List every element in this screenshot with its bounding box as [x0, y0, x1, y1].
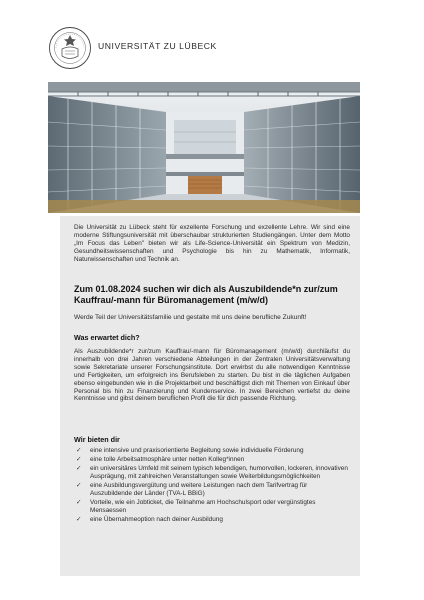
university-seal-icon — [48, 26, 92, 70]
list-item-text: Vorteile, wie ein Jobticket, die Teilnahme am Hochschulsport oder vergünstigtes Mensaessen — [90, 498, 316, 514]
checkmark-icon: ✓ — [76, 465, 82, 472]
intro-text: Die Universität zu Lübeck steht für exzellente Forschung und exzellente Lehre. Wir sind eine moderne Stiftungsuniversität mit überschaubar strukturierten Studiengängen. Unter dem Motto „Im Focus das Leben" bieten wir als Life-Science-Universität ein Spektrum von Medizin, Gesundheitswissenschaften und Psychologie bis hin zu Mathematik, Informatik, Naturwissenschaften und Technik an. — [74, 224, 350, 263]
list-item-text: eine Ausbildungsvergütung und weitere Leistungen nach dem Tarifvertrag für Auszubildende der Länder (TVA-L BBiG) — [90, 481, 308, 497]
list-item-text: ein universitäres Umfeld mit seinem typisch lebendigen, humorvollen, lockeren, innovativen Ausprägung, mit zahlreichen Veranstaltungen sowie Weiterbildungsmöglichkeiten — [90, 465, 348, 480]
checkmark-icon: ✓ — [76, 498, 82, 506]
list-item-text: eine intensive und praxisorientierte Begleitung sowie individuelle Förderung — [90, 447, 304, 454]
checkmark-icon: ✓ — [76, 481, 82, 489]
list-item — [74, 447, 350, 455]
checkmark-icon: ✓ — [76, 515, 82, 523]
subline-text: Werde Teil der Universitätsfamilie und gestalte mit uns deine berufliche Zukunft! — [74, 314, 307, 321]
offer-list — [74, 447, 350, 525]
list-item — [74, 499, 350, 515]
list-item-text: eine Übernahmeoption nach deiner Ausbildung — [90, 515, 223, 523]
list-item — [74, 465, 350, 481]
list-item — [74, 516, 350, 524]
section-heading-offer: Wir bieten dir — [74, 435, 120, 444]
checkmark-icon: ✓ — [76, 456, 82, 463]
header — [48, 26, 388, 74]
job-headline: Zum 01.08.2024 suchen wir dich als Auszubildende*n zur/zum Kauffrau/-mann für Büromanagement (m/w/d) — [74, 284, 338, 305]
list-item — [74, 456, 350, 464]
list-item — [74, 482, 350, 498]
university-name: UNIVERSITÄT ZU LÜBECK — [98, 41, 217, 51]
expectations-text: Als Auszubildende*r zur/zum Kauffrau/-mann für Büromanagement (m/w/d) durchläufst du innerhalb von drei Jahren verschiedene Abteilungen in der Zentralen Universitätsverwaltung sowie Sekretariate unserer Forschungsinstitute. Dort erwirbst du alle notwendigen Kenntnisse und Fertigkeiten, um erfolgreich ins Berufsleben zu starten. Du bist in die täglichen Aufgaben ebenso eingebunden wie in die Projektarbeit und beschäftigst dich mit Themen von Einkauf über Personal bis hin zu Finanzierung und Kundenservice. In zwei Bereichen vertiefst du deine Kenntnisse und gibst deinem beruflichen Profil die für dich passende Richtung. — [74, 348, 350, 403]
checkmark-icon: ✓ — [76, 447, 82, 454]
hero-image — [48, 82, 360, 213]
building-atrium-photo — [48, 82, 360, 213]
list-item-text: eine tolle Arbeitsatmosphäre unter netten Kolleg*innen — [90, 456, 245, 463]
section-heading-expectations: Was erwartet dich? — [74, 333, 140, 342]
